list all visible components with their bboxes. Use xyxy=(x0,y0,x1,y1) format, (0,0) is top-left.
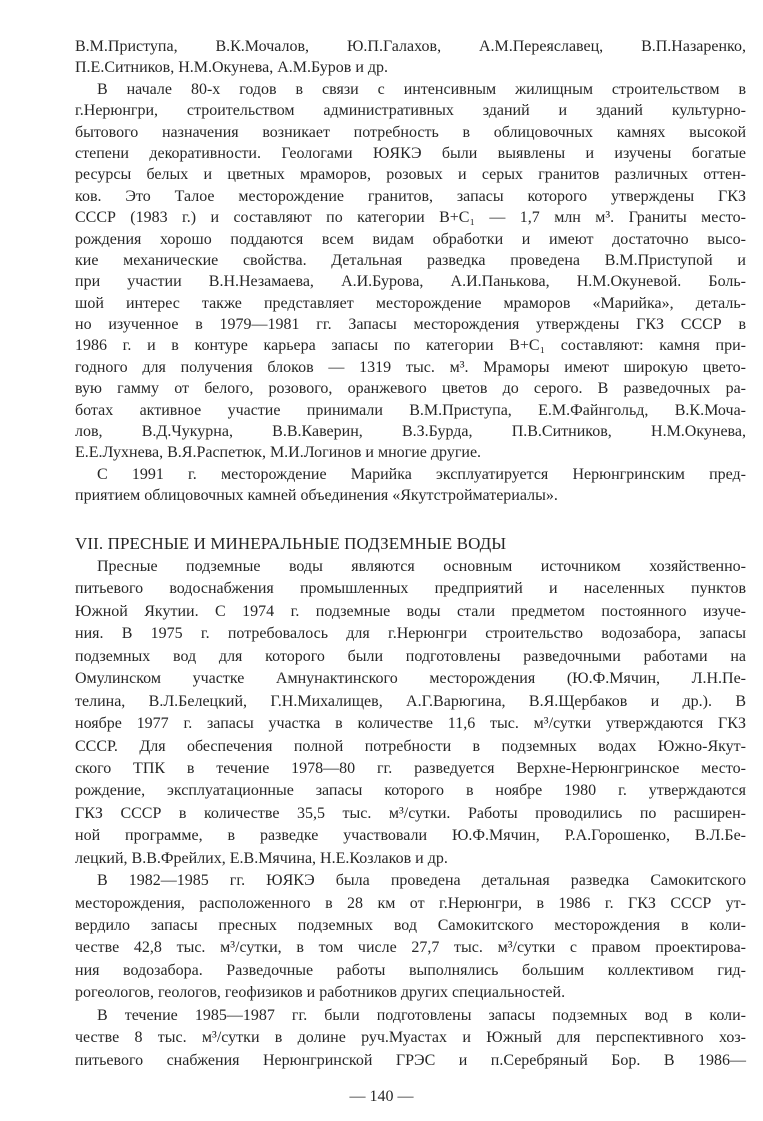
text-line: г.Нерюнгри, строительством административных зданий и зданий культурно- xyxy=(75,102,746,120)
text-line: рогеологов, геологов, геофизиков и работников других специальностей. xyxy=(75,984,566,1002)
text-line: рождения хорошо поддаются всем видам обработки и имеют достаточно высо- xyxy=(75,230,746,248)
text-line: лов, В.Д.Чукурна, В.В.Каверин, В.З.Бурда, П.В.Ситников, Н.М.Окунева, xyxy=(75,423,746,441)
text-line: Е.Е.Лухнева, В.Я.Распетюк, М.И.Логинов и многие другие. xyxy=(75,444,482,462)
text-line: ния. В 1975 г. потребовалось для г.Нерюнгри строительство водозабора, запасы xyxy=(75,625,746,643)
section-heading: VII. ПРЕСНЫЕ И МИНЕРАЛЬНЫЕ ПОДЗЕМНЫЕ ВОДЫ xyxy=(75,534,507,553)
text-line: телина, В.Л.Белецкий, Г.Н.Михалищев, А.Г.Варюгина, В.Я.Щербаков и др.). В xyxy=(75,692,746,710)
text-line: В 1982—1985 гг. ЮЯКЭ была проведена детальная разведка Самокитского xyxy=(97,872,746,890)
text-line: ского ТПК в течение 1978—80 гг. разведуется Верхне-Нерюнгринское место- xyxy=(75,759,746,777)
text-line: В начале 80-х годов в связи с интенсивным жилищным строительством в xyxy=(97,80,746,98)
text-line: ноябре 1977 г. запасы участка в количестве 11,6 тыс. м³/сутки утверждаются ГКЗ xyxy=(75,715,746,733)
text-line: В.М.Приступа, В.К.Мочалов, Ю.П.Галахов, А.М.Переяславец, В.П.Назаренко, xyxy=(75,38,746,55)
text-line: подземных вод для которого были подготовлены разведочными работами на xyxy=(75,647,746,665)
text-line: ботах активное участие принимали В.М.Приступа, Е.М.Файнгольд, В.К.Моча- xyxy=(75,401,746,419)
text-line: С 1991 г. месторождение Марийка эксплуатируется Нерюнгринским пред- xyxy=(97,465,746,483)
text-line: степени декоративности. Геологами ЮЯКЭ были выявлены и изучены богатые xyxy=(75,144,746,162)
text-line: шой интерес также представляет месторождение мраморов «Марийка», деталь- xyxy=(75,294,746,312)
text-line: ресурсы белых и цветных мраморов, розовых и серых гранитов различных оттен- xyxy=(75,166,746,184)
text-line: лецкий, В.В.Фрейлих, Е.В.Мячина, Н.Е.Козлаков и др. xyxy=(75,849,448,867)
paragraph xyxy=(75,870,746,1005)
text-line: Омулинском участке Амнунактинского месторождения (Ю.Ф.Мячин, Л.Н.Пе- xyxy=(75,670,746,688)
text-line: питьевого водоснабжения промышленных предприятий и населенных пунктов xyxy=(75,580,746,598)
text-line: ной программе, в разведке участвовали Ю.Ф.Мячин, Р.А.Горошенко, В.Л.Бе- xyxy=(75,827,746,845)
paragraph xyxy=(75,556,746,870)
text-line: 1986 г. и в контуре карьера запасы по категории B+C₁ составляют: камня при- xyxy=(75,337,746,355)
text-line: рождение, эксплуатационные запасы которого в ноябре 1980 г. утверждаются xyxy=(75,782,746,800)
text-block-upper xyxy=(75,36,746,507)
paragraph xyxy=(75,79,746,464)
text-line: Пресные подземные воды являются основным источником хозяйственно- xyxy=(97,558,746,575)
text-line: приятием облицовочных камней объединения «Якутстройматериалы». xyxy=(75,487,558,505)
text-line: кие механические свойства. Детальная разведка проведена В.М.Приступой и xyxy=(75,251,746,269)
text-line: но изученное в 1979—1981 гг. Запасы месторождения утверждены ГКЗ СССР в xyxy=(75,316,746,334)
paragraph xyxy=(75,36,746,79)
text-line: Южной Якутии. С 1974 г. подземные воды стали предметом постоянного изуче- xyxy=(75,602,746,620)
text-line: честве 42,8 тыс. м³/сутки, в том числе 27,7 тыс. м³/сутки с правом проектирова- xyxy=(75,939,746,957)
text-line: ков. Это Талое месторождение гранитов, запасы которого утверждены ГКЗ xyxy=(75,187,746,205)
text-line: при участии В.Н.Незамаева, А.И.Бурова, А.И.Панькова, Н.М.Окуневой. Боль- xyxy=(75,273,746,291)
text-line: вую гамму от белого, розового, оранжевого цветов до серого. В разведочных ра- xyxy=(75,380,746,398)
text-line: месторождения, расположенного в 28 км от г.Нерюнгри, в 1986 г. ГКЗ СССР ут- xyxy=(75,894,746,912)
text-line: ГКЗ СССР в количестве 35,5 тыс. м³/сутки. Работы проводились по расширен- xyxy=(75,804,746,822)
text-line: вердило запасы пресных подземных вод Самокитского месторождения в коли- xyxy=(75,917,746,934)
paragraph xyxy=(75,464,746,507)
page-number: — 140 — xyxy=(349,1088,414,1105)
text-line: ния водозабора. Разведочные работы выполнялись большим коллективом гид- xyxy=(75,961,746,979)
text-line: П.Е.Ситников, Н.М.Окунева, А.М.Буров и др. xyxy=(75,59,389,77)
paragraph xyxy=(75,1005,746,1072)
text-line: СССР. Для обеспечения полной потребности в подземных водах Южно-Якут- xyxy=(75,737,746,755)
text-line: годного для получения блоков — 1319 тыс. м³. Мраморы имеют широкую цвето- xyxy=(75,358,746,376)
text-line: В течение 1985—1987 гг. были подготовлены запасы подземных вод в коли- xyxy=(97,1006,746,1024)
text-line: бытового назначения возникает потребность в облицовочных камнях высокой xyxy=(75,123,746,141)
text-line: СССР (1983 г.) и составляют по категории B+C₁ — 1,7 млн м³. Граниты место- xyxy=(75,209,746,227)
text-line: питьевого снабжения Нерюнгринской ГРЭС и п.Серебряный Бор. В 1986— xyxy=(75,1051,746,1069)
text-line: честве 8 тыс. м³/сутки в долине руч.Муастах и Южный для перспективного хоз- xyxy=(75,1029,746,1047)
text-block-lower xyxy=(75,556,746,1072)
